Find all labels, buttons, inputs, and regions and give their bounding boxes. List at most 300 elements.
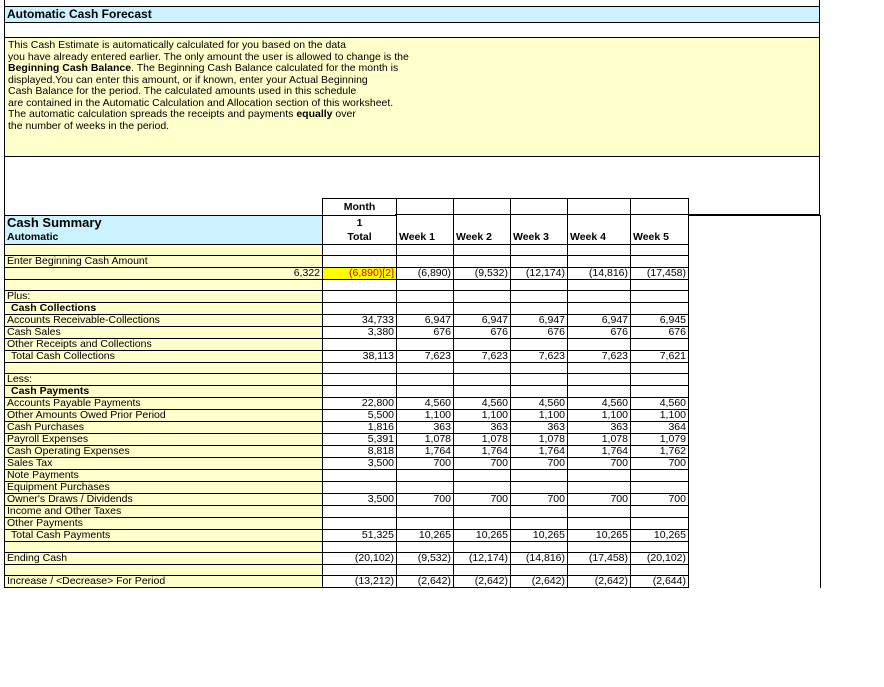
blank-cell <box>397 256 454 268</box>
change-row <box>5 576 821 588</box>
description-text: the number of weeks in the period. <box>8 119 170 132</box>
week-cell <box>454 506 511 518</box>
blank-cell <box>323 542 397 553</box>
week-cell: 10,265 <box>397 530 454 542</box>
spacer-row <box>4 23 820 37</box>
week-cell: 4,560 <box>511 398 568 410</box>
week-cell: (2,642) <box>454 576 511 588</box>
blank-cell <box>511 374 568 386</box>
blank-cell <box>689 230 821 245</box>
collections-row <box>5 315 821 327</box>
blank-cell <box>323 386 397 398</box>
description-text: are contained in the Automatic Calculation and Allocation section of this worksheet. <box>8 96 394 109</box>
row-label: Cash Purchases <box>5 422 323 434</box>
total-cell <box>323 518 397 530</box>
week-cell <box>397 506 454 518</box>
row-label: Equipment Purchases <box>5 482 323 494</box>
week-cell: 1,764 <box>568 446 631 458</box>
blank-cell <box>5 363 323 374</box>
week-cell <box>511 339 568 351</box>
week-cell: 1,078 <box>454 434 511 446</box>
blank-cell <box>397 374 454 386</box>
week-cell: 10,265 <box>511 530 568 542</box>
week-cell: 700 <box>454 494 511 506</box>
week-cell: 6,945 <box>631 315 689 327</box>
row-label: Accounts Receivable-Collections <box>5 315 323 327</box>
week-cell <box>454 518 511 530</box>
blank-cell <box>631 291 689 303</box>
payments-row <box>5 470 821 482</box>
blank-cell <box>397 303 454 315</box>
blank-cell <box>631 303 689 315</box>
description-text: Cash Balance for the period. The calculated amounts used in this schedule <box>8 85 357 97</box>
week-cell: 363 <box>568 422 631 434</box>
week-cell: 700 <box>631 494 689 506</box>
collections-row <box>5 339 821 351</box>
blank-cell <box>689 363 821 374</box>
row-label: Note Payments <box>5 470 323 482</box>
blank-cell <box>511 245 568 256</box>
total-cell: 51,325 <box>323 530 397 542</box>
blank-cell <box>511 542 568 553</box>
week-cell: (2,642) <box>511 576 568 588</box>
blank-cell <box>511 199 568 216</box>
blank-cell <box>5 199 323 216</box>
total-cell: 5,391 <box>323 434 397 446</box>
header-row-1 <box>5 216 821 231</box>
week-cell: 1,764 <box>454 446 511 458</box>
beginning-cash-input[interactable]: 6,322 <box>5 268 323 280</box>
blank-cell <box>568 199 631 216</box>
week-cell: 1,764 <box>511 446 568 458</box>
total-cell: 5,500 <box>323 410 397 422</box>
week-header: Week 3 <box>511 230 568 245</box>
week-cell <box>631 518 689 530</box>
total-cell: 8,818 <box>323 446 397 458</box>
blank-cell <box>454 374 511 386</box>
week-cell: 1,100 <box>568 410 631 422</box>
blank-cell <box>689 434 821 446</box>
week-cell: 1,079 <box>631 434 689 446</box>
row-label: Other Receipts and Collections <box>5 339 323 351</box>
blank-cell <box>568 363 631 374</box>
week-cell: 676 <box>568 327 631 339</box>
blank-cell <box>454 245 511 256</box>
week-cell: 7,623 <box>511 351 568 363</box>
blank-cell <box>454 256 511 268</box>
total-cell <box>323 470 397 482</box>
beginning-total[interactable]: (6,890)[2] <box>323 268 397 280</box>
blank-cell <box>454 363 511 374</box>
blank-cell <box>689 351 821 363</box>
week-cell: 10,265 <box>454 530 511 542</box>
blank-cell <box>454 386 511 398</box>
week-cell: 700 <box>568 458 631 470</box>
week-cell <box>568 506 631 518</box>
row-label: Cash Sales <box>5 327 323 339</box>
blank-cell <box>689 470 821 482</box>
blank-cell <box>689 494 821 506</box>
week-cell: 700 <box>397 494 454 506</box>
payments-heading-row <box>5 386 821 398</box>
week-cell <box>511 470 568 482</box>
blank-cell <box>511 280 568 291</box>
week-cell: 1,764 <box>397 446 454 458</box>
total-cell: 38,113 <box>323 351 397 363</box>
blank-cell <box>689 327 821 339</box>
row-label: Increase / <Decrease> For Period <box>5 576 323 588</box>
blank-cell <box>454 303 511 315</box>
week-cell: 363 <box>397 422 454 434</box>
row-label: Cash Operating Expenses <box>5 446 323 458</box>
header-row-month <box>5 199 821 216</box>
blank-cell <box>511 303 568 315</box>
blank-cell <box>631 280 689 291</box>
description-emphasis: Beginning Cash Balance <box>8 62 132 74</box>
blank-cell <box>568 303 631 315</box>
week-cell <box>511 506 568 518</box>
total-cell <box>323 339 397 351</box>
week-cell: 1,100 <box>631 410 689 422</box>
week-cell <box>631 470 689 482</box>
week-cell: (14,816) <box>568 268 631 280</box>
row-label: Other Amounts Owed Prior Period <box>5 410 323 422</box>
week-cell <box>631 482 689 494</box>
week-header: Week 1 <box>397 230 454 245</box>
week-cell <box>397 339 454 351</box>
spacer-row <box>5 363 821 374</box>
payments-row <box>5 458 821 470</box>
week-cell: (17,458) <box>568 553 631 565</box>
week-cell: 6,947 <box>454 315 511 327</box>
blank-cell <box>568 542 631 553</box>
week-cell: (2,644) <box>631 576 689 588</box>
spacer-row <box>5 280 821 291</box>
week-cell: 7,623 <box>568 351 631 363</box>
collections-heading-row <box>5 303 821 315</box>
blank-cell <box>397 280 454 291</box>
header-row-2 <box>5 230 821 245</box>
blank-cell <box>689 506 821 518</box>
total-cell: 3,380 <box>323 327 397 339</box>
week-cell: 1,078 <box>397 434 454 446</box>
description-text: you have already entered earlier. The only amount the user is allowed to change is the <box>8 50 409 63</box>
week-cell: 700 <box>454 458 511 470</box>
blank-cell <box>397 565 454 576</box>
blank-cell <box>568 386 631 398</box>
week-cell: 1,762 <box>631 446 689 458</box>
week-cell: (2,642) <box>568 576 631 588</box>
week-header: Week 4 <box>568 230 631 245</box>
total-collections-row <box>5 351 821 363</box>
week-cell: 4,560 <box>568 398 631 410</box>
description-text: . The Beginning Cash Balance calculated for the month is <box>131 62 399 74</box>
week-cell: (12,174) <box>511 268 568 280</box>
blank-cell <box>631 363 689 374</box>
week-cell <box>568 518 631 530</box>
week-header: Week 2 <box>454 230 511 245</box>
blank-cell <box>631 245 689 256</box>
week-cell: (14,816) <box>511 553 568 565</box>
total-cell <box>323 506 397 518</box>
month-number: 1 <box>323 216 397 231</box>
blank-cell <box>689 410 821 422</box>
blank-cell <box>5 245 323 256</box>
week-cell: 10,265 <box>568 530 631 542</box>
week-cell: 700 <box>631 458 689 470</box>
less-row <box>5 374 821 386</box>
blank-cell <box>511 256 568 268</box>
week-cell: 676 <box>631 327 689 339</box>
week-cell <box>454 339 511 351</box>
blank-cell <box>397 199 454 216</box>
payments-row <box>5 410 821 422</box>
week-cell: 1,078 <box>511 434 568 446</box>
description-emphasis: equally <box>296 108 333 120</box>
blank-cell <box>454 199 511 216</box>
blank-cell <box>454 291 511 303</box>
section-label: Cash Payments <box>5 386 323 398</box>
description-text: The automatic calculation spreads the receipts and payments <box>8 108 297 120</box>
blank-cell <box>689 303 821 315</box>
week-header: Week 5 <box>631 230 689 245</box>
week-cell <box>568 482 631 494</box>
week-cell: 676 <box>397 327 454 339</box>
blank-cell <box>397 542 454 553</box>
total-cell: 3,500 <box>323 458 397 470</box>
payments-row <box>5 482 821 494</box>
blank-cell <box>568 565 631 576</box>
blank-cell <box>323 291 397 303</box>
blank-cell <box>323 245 397 256</box>
section-label: Cash Collections <box>5 303 323 315</box>
total-cell: 3,500 <box>323 494 397 506</box>
blank-cell <box>323 363 397 374</box>
week-cell: (9,532) <box>454 268 511 280</box>
summary-subheading: Automatic <box>5 230 323 245</box>
blank-cell <box>689 291 821 303</box>
week-cell: 6,947 <box>397 315 454 327</box>
total-cell: 1,816 <box>323 422 397 434</box>
page-title: Automatic Cash Forecast <box>4 6 820 23</box>
payments-row <box>5 494 821 506</box>
week-cell: 7,623 <box>454 351 511 363</box>
week-cell: 363 <box>511 422 568 434</box>
blank-cell <box>323 303 397 315</box>
week-cell: 676 <box>511 327 568 339</box>
blank-cell <box>689 245 821 256</box>
week-cell: 676 <box>454 327 511 339</box>
row-label: Sales Tax <box>5 458 323 470</box>
description-line <box>8 121 816 133</box>
beginning-label-row <box>5 256 821 268</box>
blank-cell <box>689 553 821 565</box>
blank-cell <box>511 363 568 374</box>
payments-row <box>5 398 821 410</box>
blank-cell <box>397 245 454 256</box>
week-cell: 363 <box>454 422 511 434</box>
blank-cell <box>689 398 821 410</box>
row-label: Ending Cash <box>5 553 323 565</box>
payments-row <box>5 422 821 434</box>
section-label: Plus: <box>5 291 323 303</box>
total-cell: 22,800 <box>323 398 397 410</box>
section-label: Less: <box>5 374 323 386</box>
blank-cell <box>568 280 631 291</box>
blank-cell <box>454 216 511 231</box>
blank-cell <box>631 256 689 268</box>
week-cell <box>511 518 568 530</box>
week-cell: 700 <box>511 494 568 506</box>
week-cell: (20,102) <box>631 553 689 565</box>
blank-cell <box>631 542 689 553</box>
blank-cell <box>454 565 511 576</box>
week-cell: 4,560 <box>397 398 454 410</box>
blank-cell <box>568 256 631 268</box>
total-cell: (20,102) <box>323 553 397 565</box>
blank-cell <box>323 256 397 268</box>
blank-cell <box>511 386 568 398</box>
week-cell <box>631 339 689 351</box>
week-cell: 6,947 <box>511 315 568 327</box>
description-box <box>4 37 820 157</box>
summary-heading: Cash Summary <box>5 216 323 231</box>
total-payments-row <box>5 530 821 542</box>
blank-cell <box>689 576 821 588</box>
spacer-row <box>5 565 821 576</box>
blank-cell <box>511 291 568 303</box>
blank-cell <box>689 339 821 351</box>
week-cell: 7,623 <box>397 351 454 363</box>
week-cell: 700 <box>511 458 568 470</box>
week-cell: (2,642) <box>397 576 454 588</box>
month-label: Month <box>323 199 397 216</box>
blank-cell <box>689 216 821 231</box>
blank-cell <box>689 268 821 280</box>
week-cell <box>511 482 568 494</box>
description-text: displayed.You can enter this amount, or if known, enter your Actual Beginning <box>8 73 368 86</box>
blank-cell <box>689 482 821 494</box>
blank-cell <box>631 386 689 398</box>
payments-row <box>5 434 821 446</box>
blank-cell <box>397 291 454 303</box>
row-label: Accounts Payable Payments <box>5 398 323 410</box>
blank-cell <box>689 518 821 530</box>
blank-cell <box>689 374 821 386</box>
week-cell: (9,532) <box>397 553 454 565</box>
blank-cell <box>568 374 631 386</box>
blank-cell <box>689 386 821 398</box>
total-cell: (13,212) <box>323 576 397 588</box>
week-cell: 1,100 <box>397 410 454 422</box>
blank-cell <box>454 280 511 291</box>
week-cell <box>454 482 511 494</box>
week-cell <box>397 470 454 482</box>
description-text: over <box>332 108 356 120</box>
blank-cell <box>568 216 631 231</box>
total-label: Total <box>323 230 397 245</box>
week-cell <box>397 482 454 494</box>
payments-row <box>5 506 821 518</box>
blank-cell <box>631 565 689 576</box>
blank-cell <box>689 565 821 576</box>
blank-cell <box>511 565 568 576</box>
blank-cell <box>689 280 821 291</box>
spacer-row <box>5 245 821 256</box>
total-cell <box>323 482 397 494</box>
spacer-row <box>5 542 821 553</box>
week-cell: 10,265 <box>631 530 689 542</box>
week-cell: 1,078 <box>568 434 631 446</box>
collections-row <box>5 327 821 339</box>
blank-cell <box>511 216 568 231</box>
row-label: Owner's Draws / Dividends <box>5 494 323 506</box>
blank-cell <box>689 315 821 327</box>
blank-cell <box>568 245 631 256</box>
blank-cell <box>689 446 821 458</box>
row-label: Total Cash Payments <box>5 530 323 542</box>
blank-cell <box>689 199 821 216</box>
payments-row <box>5 518 821 530</box>
blank-cell <box>631 374 689 386</box>
week-cell: 364 <box>631 422 689 434</box>
payments-row <box>5 446 821 458</box>
ending-cash-row <box>5 553 821 565</box>
blank-cell <box>5 565 323 576</box>
blank-cell <box>397 216 454 231</box>
description-text: This Cash Estimate is automatically calculated for you based on the data <box>8 39 346 51</box>
blank-cell <box>689 458 821 470</box>
beginning-value-row <box>5 268 821 280</box>
week-cell: 1,100 <box>511 410 568 422</box>
row-label: Payroll Expenses <box>5 434 323 446</box>
week-cell: 1,100 <box>454 410 511 422</box>
blank-cell <box>689 530 821 542</box>
week-cell: (17,458) <box>631 268 689 280</box>
blank-cell <box>397 363 454 374</box>
week-cell: 7,621 <box>631 351 689 363</box>
week-cell: 700 <box>568 494 631 506</box>
plus-row <box>5 291 821 303</box>
blank-cell <box>568 291 631 303</box>
blank-cell <box>5 542 323 553</box>
week-cell <box>454 470 511 482</box>
blank-cell <box>689 256 821 268</box>
week-cell: 6,947 <box>568 315 631 327</box>
week-cell: 700 <box>397 458 454 470</box>
blank-cell <box>323 374 397 386</box>
total-cell: 34,733 <box>323 315 397 327</box>
row-label: Total Cash Collections <box>5 351 323 363</box>
week-cell: 4,560 <box>454 398 511 410</box>
blank-cell <box>5 280 323 291</box>
blank-cell <box>454 542 511 553</box>
blank-cell <box>631 216 689 231</box>
cash-summary-grid <box>4 198 821 588</box>
row-label: Other Payments <box>5 518 323 530</box>
week-cell <box>397 518 454 530</box>
week-cell <box>568 470 631 482</box>
blank-cell <box>689 422 821 434</box>
week-cell: (12,174) <box>454 553 511 565</box>
blank-cell <box>323 280 397 291</box>
beginning-label: Enter Beginning Cash Amount <box>5 256 323 268</box>
week-cell <box>568 339 631 351</box>
week-cell: (6,890) <box>397 268 454 280</box>
blank-cell <box>631 199 689 216</box>
blank-cell <box>689 542 821 553</box>
blank-cell <box>397 386 454 398</box>
